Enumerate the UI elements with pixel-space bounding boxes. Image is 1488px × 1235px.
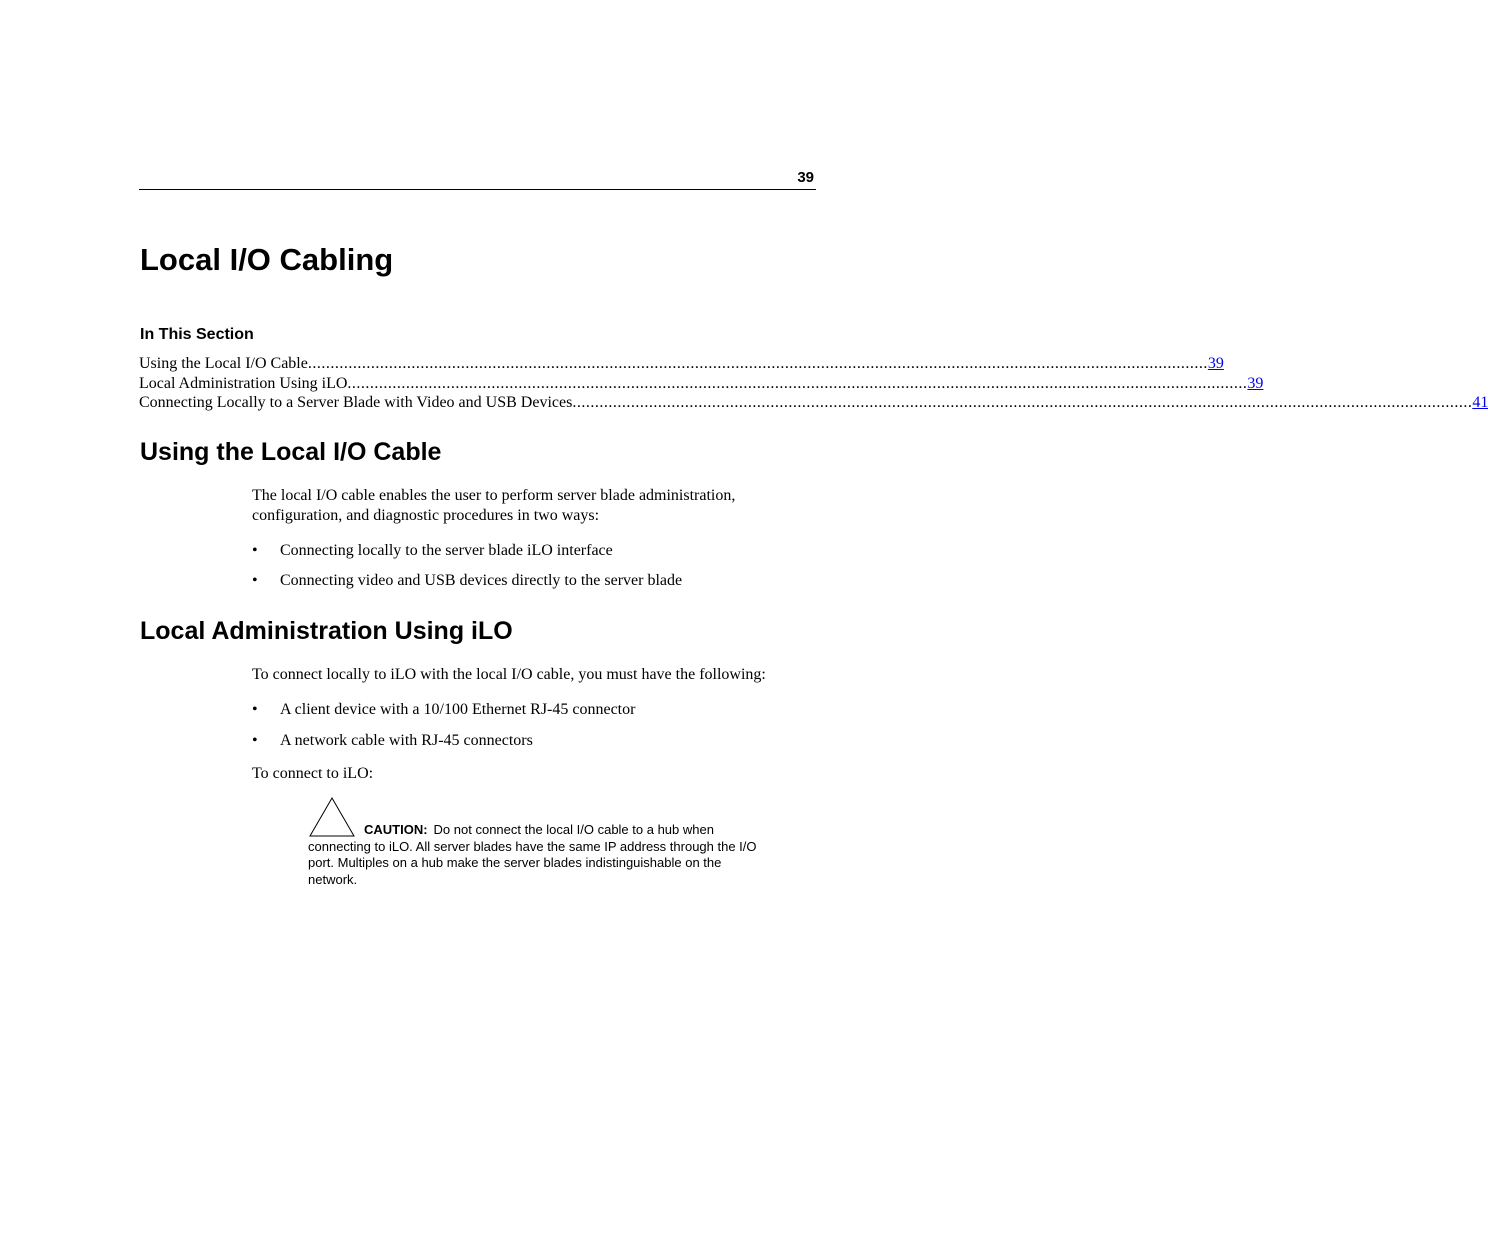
section-title-local-administration: Local Administration Using iLO bbox=[140, 617, 513, 645]
toc-page-link[interactable]: 41 bbox=[1472, 394, 1488, 411]
toc-dot-leader: ........................................................................................................................................................................................................ bbox=[572, 394, 1473, 411]
bullet-icon: • bbox=[252, 542, 258, 559]
caution-label: CAUTION: bbox=[364, 822, 428, 837]
header-rule bbox=[139, 189, 816, 190]
toc-dot-leader: ........................................................................................................................................................................................................ bbox=[307, 355, 1208, 372]
section2-bullet-list bbox=[252, 700, 812, 750]
caution-spacer bbox=[308, 796, 758, 822]
section-title-using-local-io-cable: Using the Local I/O Cable bbox=[140, 438, 442, 466]
toc-entry-using-local-io-cable bbox=[139, 354, 1224, 374]
toc-entry-label: Using the Local I/O Cable bbox=[139, 355, 308, 372]
toc-entry-connecting-locally bbox=[139, 393, 1488, 413]
list-item-text: Connecting video and USB devices directly to the server blade bbox=[280, 572, 683, 589]
list-item-text: A network cable with RJ-45 connectors bbox=[280, 731, 533, 749]
toc-dot-leader: ........................................................................................................................................................................................................ bbox=[347, 374, 1248, 392]
list-item bbox=[252, 731, 812, 751]
section1-bullet-list bbox=[252, 541, 812, 591]
table-of-contents bbox=[139, 354, 1488, 413]
chapter-title: Local I/O Cabling bbox=[140, 242, 394, 277]
toc-entry-label: Local Administration Using iLO bbox=[139, 374, 348, 392]
toc-entry-local-administration bbox=[139, 374, 1264, 394]
list-item bbox=[252, 541, 812, 561]
caution-text: Do not connect the local I/O cable to a hub when connecting to iLO. All server blades have the same IP address through the I/O port. Multiples on a hub make the server blades indistinguishable on the network. bbox=[308, 822, 757, 887]
section2-step-intro: To connect to iLO: bbox=[252, 765, 374, 782]
section2-intro: To connect locally to iLO with the local I/O cable, you must have the following: bbox=[252, 666, 766, 683]
list-item-text: Connecting locally to the server blade iLO interface bbox=[280, 542, 613, 559]
list-item bbox=[252, 571, 812, 591]
section1-intro: The local I/O cable enables the user to perform server blade administration, configuration, and diagnostic procedures in two ways: bbox=[252, 487, 736, 524]
list-item bbox=[252, 700, 812, 720]
list-item-text: A client device with a 10/100 Ethernet RJ-45 connector bbox=[280, 701, 636, 718]
toc-page-link[interactable]: 39 bbox=[1207, 355, 1224, 372]
toc-heading: In This Section bbox=[140, 326, 254, 343]
page-number: 39 bbox=[797, 169, 814, 186]
caution-notice bbox=[308, 796, 758, 888]
bullet-icon: • bbox=[252, 731, 258, 749]
bullet-icon: • bbox=[252, 572, 258, 589]
caution-body bbox=[308, 822, 758, 888]
caution-triangle-icon bbox=[308, 796, 356, 838]
toc-entry-label: Connecting Locally to a Server Blade with Video and USB Devices bbox=[139, 394, 573, 411]
toc-page-link[interactable]: 39 bbox=[1247, 374, 1264, 392]
bullet-icon: • bbox=[252, 701, 258, 718]
